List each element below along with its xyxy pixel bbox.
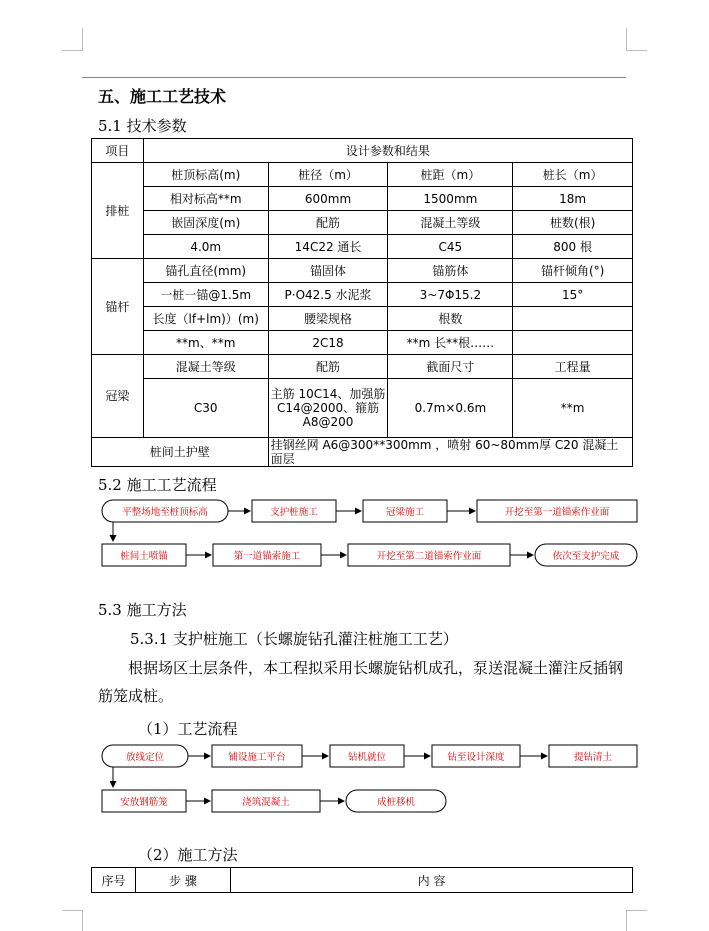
flow2-label: 安放钢筋笼 (120, 797, 168, 808)
flow2-label: 成桩移机 (376, 797, 416, 808)
table-row (92, 355, 633, 379)
flow2-label: 提钻清土 (573, 752, 613, 763)
table-cell: 桩顶标高(m) (143, 163, 268, 187)
table-cell: 0.7m×0.6m (388, 379, 513, 438)
table-cell: 18m (513, 187, 633, 211)
crop-mark-top-right (626, 28, 647, 51)
steps-col-step: 步 骤 (136, 868, 231, 893)
table-cell: 3~7Φ15.2 (388, 283, 513, 307)
method-heading: （2）施工方法 (138, 846, 238, 864)
table-cell: 主筋 10C14、加强筋 C14@2000、箍筋 A8@200 (268, 379, 388, 438)
table-header-row (92, 139, 633, 163)
flow2-label: 浇筑混凝土 (242, 797, 290, 808)
table-cell: 锚孔直径(mm) (143, 259, 268, 283)
table-cell: 桩距（m） (388, 163, 513, 187)
table-cell: 嵌固深度(m) (143, 211, 268, 235)
header-params: 设计参数和结果 (143, 139, 632, 163)
flow2-label: 钻机就位 (347, 752, 387, 763)
subsection-5-3-1-title: 5.3.1 支护桩施工（长螺旋钻孔灌注桩施工工艺） (130, 630, 458, 648)
table-cell: **m (513, 379, 633, 438)
table-cell: 混凝土等级 (143, 355, 268, 379)
table-cell: 腰梁规格 (268, 307, 388, 331)
table-cell: 桩径（m） (268, 163, 388, 187)
table-row (92, 331, 633, 355)
flow1-label: 桩间土喷锚 (120, 551, 168, 562)
header-rule (82, 77, 626, 78)
flow1-label: 开挖至第一道锚索作业面 (504, 507, 610, 518)
technical-parameters-table (91, 138, 633, 467)
table-row (92, 235, 633, 259)
table-row (92, 163, 633, 187)
steps-col-content: 内 容 (231, 868, 633, 893)
table-row (92, 187, 633, 211)
table-row (92, 211, 633, 235)
steps-col-no: 序号 (92, 868, 136, 893)
table-cell: 桩数(根) (513, 211, 633, 235)
table-cell: 1500mm (388, 187, 513, 211)
table-cell: 600mm (268, 187, 388, 211)
soil-wall-label: 桩间土护壁 (92, 438, 269, 467)
subsection-5-3-title: 5.3 施工方法 (98, 601, 187, 619)
table-cell: C30 (143, 379, 268, 438)
body-paragraph: 根据场区土层条件，本工程拟采用长螺旋钻机成孔，泵送混凝土灌注反插钢筋笼成桩。 (98, 659, 624, 705)
flow1-label: 支护桩施工 (270, 507, 318, 518)
table-cell: 4.0m (143, 235, 268, 259)
table-row (92, 438, 633, 467)
crop-mark-top-left (62, 28, 83, 51)
subsection-5-1-title: 5.1 技术参数 (98, 117, 187, 135)
table-cell (513, 307, 633, 331)
table-row (92, 283, 633, 307)
table-cell: 长度（lf+lm)）(m) (143, 307, 268, 331)
crop-mark-bottom-left (62, 910, 83, 931)
table-cell: 根数 (388, 307, 513, 331)
table-cell: 桩长（m） (513, 163, 633, 187)
table-cell: **m 长**根…… (388, 331, 513, 355)
table-row (92, 307, 633, 331)
flow1-label: 冠梁施工 (385, 507, 425, 518)
table-cell: 截面尺寸 (388, 355, 513, 379)
flow2-label: 放线定位 (125, 752, 165, 763)
construction-flowchart (0, 496, 709, 570)
flow1-label: 依次至支护完成 (552, 551, 620, 562)
anchor-label: 锚杆 (92, 259, 144, 355)
table-cell: 锚筋体 (388, 259, 513, 283)
table-cell: 锚固体 (268, 259, 388, 283)
flow2-label: 铺设施工平台 (228, 752, 286, 763)
steps-table-header-row (92, 868, 633, 893)
flow2-label: 钻至设计深度 (447, 752, 505, 763)
table-cell: P·O42.5 水泥浆 (268, 283, 388, 307)
flow1-label: 开挖至第二道锚索作业面 (376, 551, 482, 562)
process-flow-heading: （1）工艺流程 (138, 720, 238, 738)
table-cell: 工程量 (513, 355, 633, 379)
table-cell: **m、**m (143, 331, 268, 355)
flow1-label: 平整场地至桩顶标高 (122, 507, 208, 518)
table-cell: 相对标高**m (143, 187, 268, 211)
table-cell: 锚杆倾角(°) (513, 259, 633, 283)
header-item: 项目 (92, 139, 144, 163)
flow1-label: 第一道锚索施工 (233, 551, 301, 562)
table-cell: 15° (513, 283, 633, 307)
pile-process-flowchart (0, 740, 709, 818)
soil-wall-value: 挂钢丝网 A6@300**300mm ，喷射 60~80mm厚 C20 混凝土面层 (268, 438, 632, 467)
section-title: 五、施工工艺技术 (98, 87, 227, 106)
pile-label: 排桩 (92, 163, 144, 259)
table-cell: 配筋 (268, 355, 388, 379)
table-cell: 800 根 (513, 235, 633, 259)
crop-mark-bottom-right (626, 910, 647, 931)
table-cell (513, 331, 633, 355)
table-cell: C45 (388, 235, 513, 259)
table-cell: 2C18 (268, 331, 388, 355)
table-row (92, 259, 633, 283)
table-cell: 混凝土等级 (388, 211, 513, 235)
crown-label: 冠梁 (92, 355, 144, 438)
table-cell: 14C22 通长 (268, 235, 388, 259)
steps-table (91, 867, 633, 893)
table-row (92, 379, 633, 438)
table-cell: 一桩一锚@1.5m (143, 283, 268, 307)
subsection-5-2-title: 5.2 施工工艺流程 (98, 476, 217, 494)
table-cell: 配筋 (268, 211, 388, 235)
